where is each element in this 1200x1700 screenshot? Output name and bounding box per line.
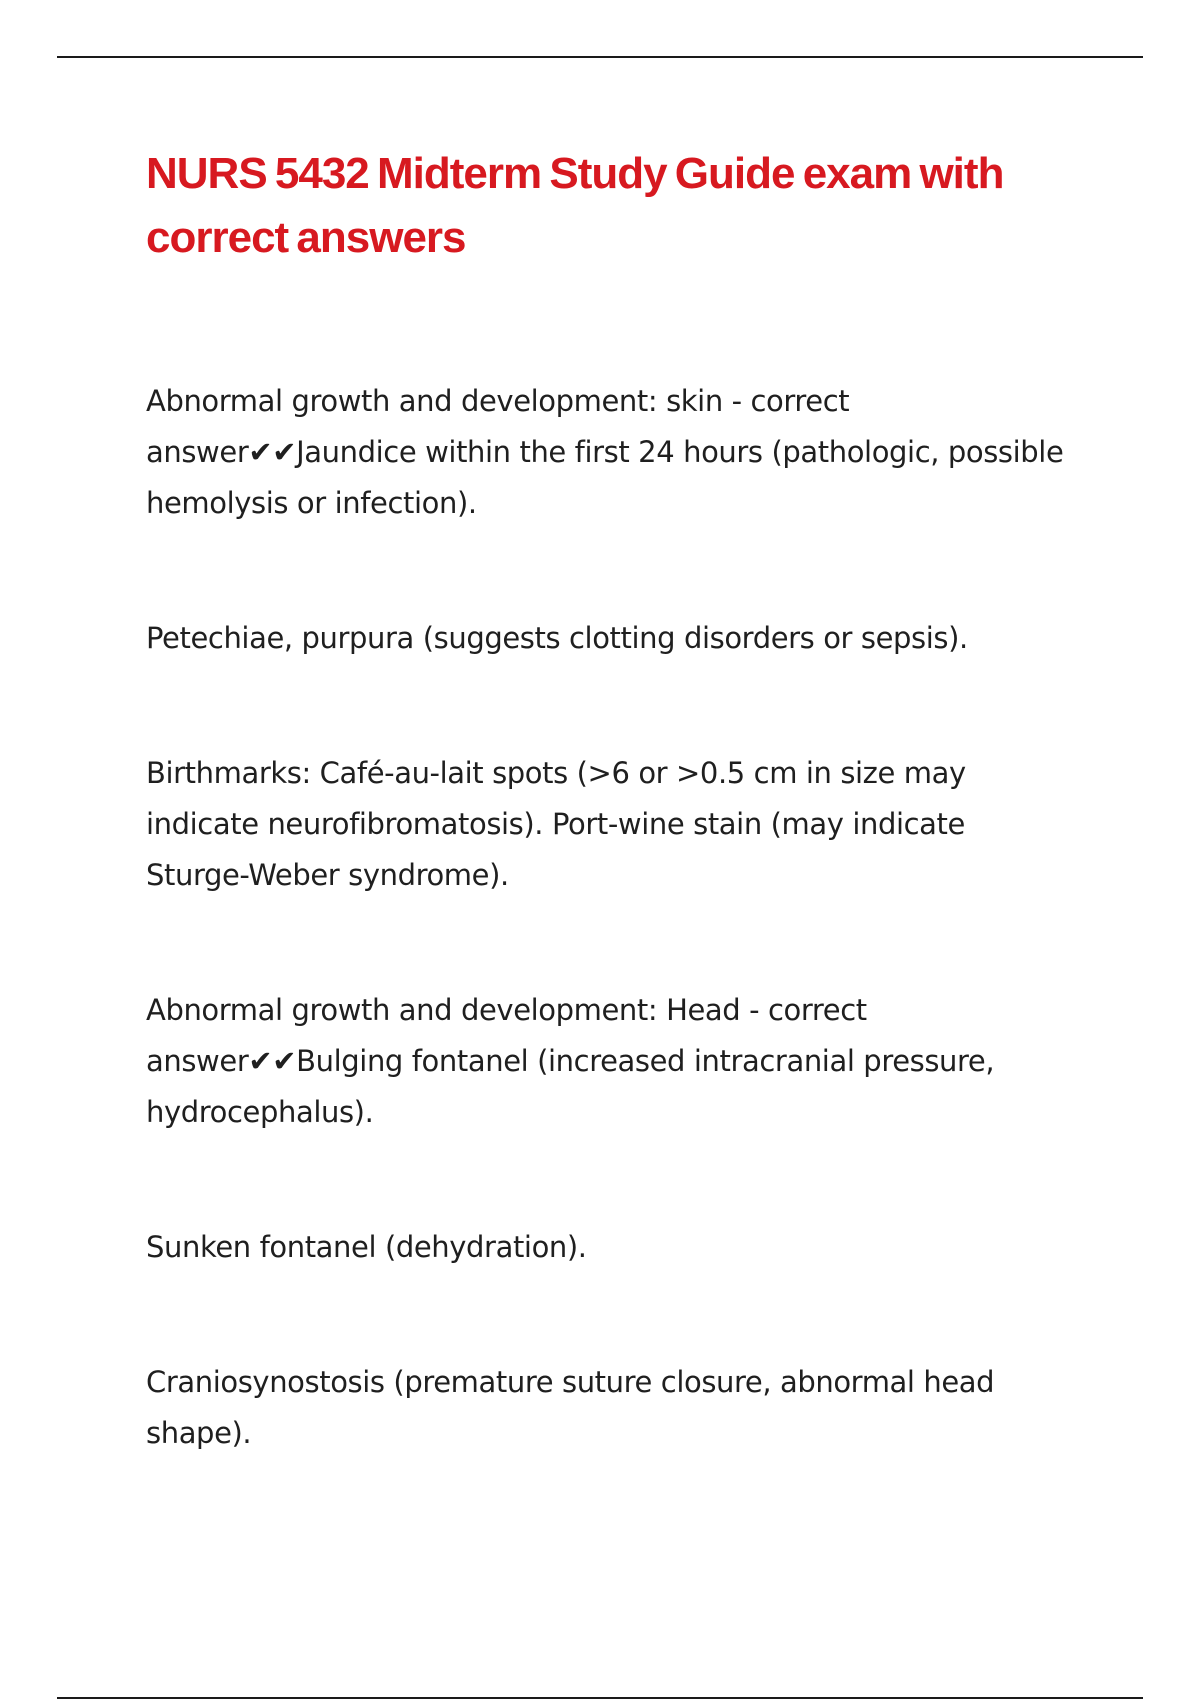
entry-head-bulging-fontanel: Abnormal growth and development: Head - correct answer✔✔Bulging fontanel (increased intracranial pressure, hydrocephalus). — [146, 993, 995, 1129]
entry-birthmarks: Birthmarks: Café-au-lait spots (>6 or >0.5 cm in size may indicate neurofibromatosis). Port-wine stain (may indicate Sturge-Weber syndrome). — [146, 756, 966, 892]
document-body — [146, 142, 1066, 1543]
document-title: NURS 5432 Midterm Study Guide exam with correct answers — [146, 149, 1004, 262]
bottom-divider — [57, 1697, 1143, 1699]
entry-craniosynostosis: Craniosynostosis (premature suture closure, abnormal head shape). — [146, 1365, 995, 1450]
entry-petechiae: Petechiae, purpura (suggests clotting disorders or sepsis). — [146, 621, 968, 655]
entry-skin-jaundice: Abnormal growth and development: skin - correct answer✔✔Jaundice within the first 24 hours (pathologic, possible hemolysis or infection). — [146, 384, 1064, 520]
entry-sunken-fontanel: Sunken fontanel (dehydration). — [146, 1230, 587, 1264]
top-divider — [57, 56, 1143, 58]
study-entries — [146, 376, 1066, 1459]
